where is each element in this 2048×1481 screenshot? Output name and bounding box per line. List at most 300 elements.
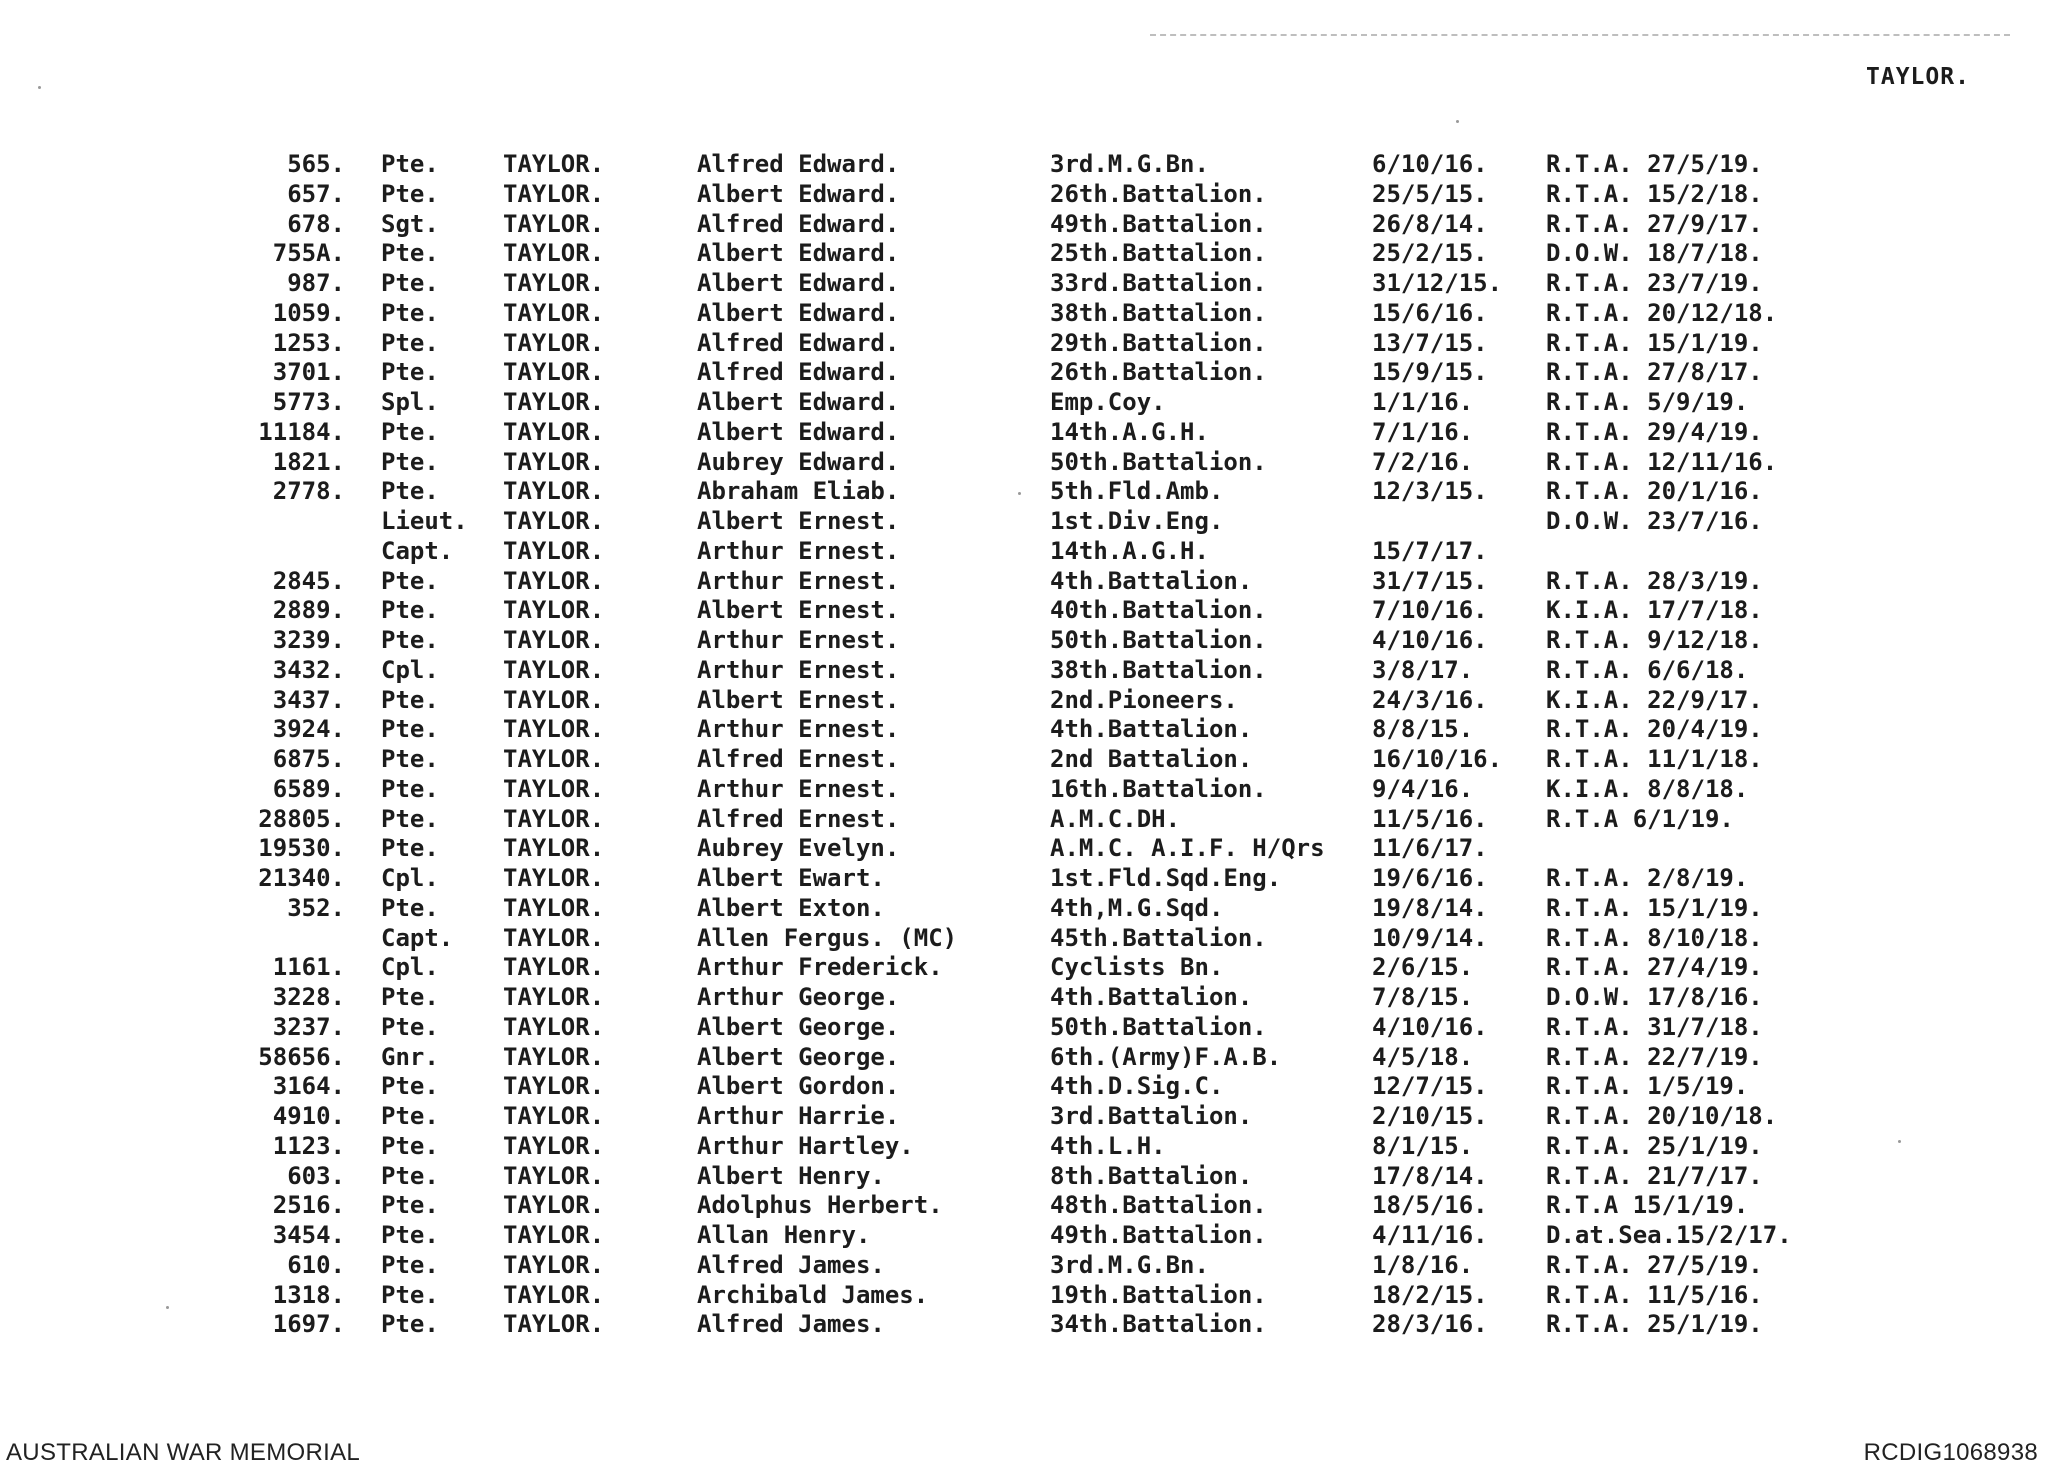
given-names: Alfred Edward. (697, 209, 900, 238)
fate: R.T.A. 15/1/19. (1546, 328, 1763, 357)
given-names: Adolphus Herbert. (697, 1191, 943, 1220)
enlistment-date: 28/3/16. (1372, 1310, 1488, 1339)
roll-entry (0, 1162, 2048, 1192)
rank: Pte. (381, 715, 439, 744)
service-number: 11184. (258, 417, 345, 446)
surname: TAYLOR. (503, 417, 605, 446)
service-number: 3454. (272, 1221, 345, 1249)
given-names: Archibald James. (697, 1280, 929, 1309)
unit: 49th.Battalion. (1050, 209, 1267, 238)
enlistment-date: 17/8/14. (1372, 1161, 1488, 1190)
rank: Pte. (381, 269, 439, 297)
roll-entry (0, 299, 2048, 329)
fate: R.T.A. 12/11/16. (1546, 447, 1778, 476)
enlistment-date: 15/7/17. (1372, 536, 1488, 565)
surname: TAYLOR. (503, 358, 605, 387)
unit: 48th.Battalion. (1050, 1191, 1267, 1220)
fate: R.T.A. 27/5/19. (1546, 1250, 1763, 1279)
enlistment-date: 18/5/16. (1372, 1191, 1488, 1220)
given-names: Alfred Ernest. (697, 804, 900, 833)
service-number: 3701. (272, 358, 345, 387)
rank: Cpl. (381, 864, 439, 892)
fate: R.T.A 6/1/19. (1546, 804, 1734, 833)
fate: R.T.A. 1/5/19. (1546, 1072, 1749, 1101)
paper-speck (1456, 120, 1459, 123)
fate: R.T.A. 22/7/19. (1546, 1042, 1763, 1071)
unit: 4th,M.G.Sqd. (1050, 893, 1224, 922)
paper-speck (38, 86, 41, 89)
roll-entry (0, 1013, 2048, 1043)
enlistment-date: 7/2/16. (1372, 447, 1474, 476)
enlistment-date: 1/8/16. (1372, 1250, 1474, 1279)
roll-entry (0, 567, 2048, 597)
fate: R.T.A 15/1/19. (1546, 1191, 1749, 1220)
fate: R.T.A. 20/12/18. (1546, 298, 1778, 327)
enlistment-date: 11/5/16. (1372, 804, 1488, 833)
enlistment-date: 1/1/16. (1372, 388, 1474, 416)
enlistment-date: 6/10/16. (1372, 150, 1488, 178)
enlistment-date: 4/11/16. (1372, 1221, 1488, 1249)
enlistment-date: 4/10/16. (1372, 626, 1488, 654)
unit: Cyclists Bn. (1050, 953, 1224, 982)
unit: 38th.Battalion. (1050, 655, 1267, 684)
roll-entry (0, 715, 2048, 745)
fate: R.T.A. 23/7/19. (1546, 269, 1763, 297)
rank: Pte. (381, 1250, 439, 1279)
service-number: 1059. (272, 298, 345, 327)
fate: R.T.A. 9/12/18. (1546, 626, 1763, 654)
roll-entry (0, 210, 2048, 240)
roll-entry (0, 596, 2048, 626)
unit: 38th.Battalion. (1050, 298, 1267, 327)
enlistment-date: 25/2/15. (1372, 239, 1488, 268)
unit: A.M.C.DH. (1050, 804, 1181, 833)
rank: Pte. (381, 1310, 439, 1339)
archive-credit: AUSTRALIAN WAR MEMORIAL (6, 1439, 361, 1466)
unit: 33rd.Battalion. (1050, 269, 1267, 297)
service-number: 603. (287, 1161, 345, 1190)
enlistment-date: 3/8/17. (1372, 655, 1474, 684)
fate: R.T.A. 20/1/16. (1546, 477, 1763, 506)
given-names: Albert Exton. (697, 893, 885, 922)
given-names: Alfred Ernest. (697, 745, 900, 773)
service-number: 19530. (258, 834, 345, 863)
enlistment-date: 16/10/16. (1372, 745, 1503, 773)
enlistment-date: 15/6/16. (1372, 298, 1488, 327)
fate: K.I.A. 22/9/17. (1546, 685, 1763, 714)
enlistment-date: 26/8/14. (1372, 209, 1488, 238)
enlistment-date: 31/12/15. (1372, 269, 1503, 297)
service-number: 5773. (272, 388, 345, 416)
roll-entry (0, 834, 2048, 864)
given-names: Albert Ernest. (697, 507, 900, 535)
roll-entry (0, 626, 2048, 656)
surname: TAYLOR. (503, 1072, 605, 1101)
enlistment-date: 24/3/16. (1372, 685, 1488, 714)
service-number: 1318. (272, 1280, 345, 1309)
rank: Pte. (381, 150, 439, 178)
rank: Pte. (381, 477, 439, 506)
given-names: Allen Fergus. (MC) (697, 923, 958, 952)
roll-entry (0, 1102, 2048, 1132)
fate: R.T.A. 25/1/19. (1546, 1310, 1763, 1339)
rank: Pte. (381, 1221, 439, 1249)
enlistment-date: 10/9/14. (1372, 923, 1488, 952)
fate: R.T.A. 8/10/18. (1546, 923, 1763, 952)
rank: Spl. (381, 388, 439, 416)
unit: 1st.Div.Eng. (1050, 507, 1224, 535)
service-number: 6875. (272, 745, 345, 773)
service-number: 3164. (272, 1072, 345, 1101)
surname: TAYLOR. (503, 536, 605, 565)
rank: Pte. (381, 834, 439, 863)
given-names: Albert Edward. (697, 179, 900, 208)
fate: R.T.A. 27/5/19. (1546, 150, 1763, 178)
fate: R.T.A. 5/9/19. (1546, 388, 1749, 416)
rank: Pte. (381, 566, 439, 595)
given-names: Abraham Eliab. (697, 477, 900, 506)
unit: 14th.A.G.H. (1050, 536, 1209, 565)
unit: 40th.Battalion. (1050, 596, 1267, 625)
given-names: Aubrey Evelyn. (697, 834, 900, 863)
unit: 19th.Battalion. (1050, 1280, 1267, 1309)
surname: TAYLOR. (503, 298, 605, 327)
roll-entry (0, 239, 2048, 269)
given-names: Albert Edward. (697, 388, 900, 416)
unit: 50th.Battalion. (1050, 626, 1267, 654)
rank: Pte. (381, 358, 439, 387)
surname: TAYLOR. (503, 715, 605, 744)
service-number: 2778. (272, 477, 345, 506)
roll-entry (0, 1281, 2048, 1311)
unit: 45th.Battalion. (1050, 923, 1267, 952)
roll-entry (0, 418, 2048, 448)
unit: 4th.D.Sig.C. (1050, 1072, 1224, 1101)
given-names: Alfred James. (697, 1310, 885, 1339)
given-names: Alfred Edward. (697, 150, 900, 178)
enlistment-date: 11/6/17. (1372, 834, 1488, 863)
service-number: 2516. (272, 1191, 345, 1220)
roll-entry (0, 983, 2048, 1013)
unit: 4th.Battalion. (1050, 983, 1253, 1011)
rank: Capt. (381, 923, 454, 952)
rank: Lieut. (381, 507, 468, 535)
service-number: 657. (287, 179, 345, 208)
roll-entry (0, 924, 2048, 954)
surname: TAYLOR. (503, 566, 605, 595)
service-number: 678. (287, 209, 345, 238)
service-number: 3239. (272, 626, 345, 654)
unit: 3rd.M.G.Bn. (1050, 1250, 1209, 1279)
surname: TAYLOR. (503, 477, 605, 506)
service-number: 1821. (272, 447, 345, 476)
unit: 2nd.Pioneers. (1050, 685, 1238, 714)
service-number: 565. (287, 150, 345, 178)
given-names: Albert George. (697, 1012, 900, 1041)
service-number: 755A. (272, 239, 345, 268)
unit: 34th.Battalion. (1050, 1310, 1267, 1339)
surname-header: TAYLOR. (1866, 64, 1970, 90)
roll-entry (0, 775, 2048, 805)
surname: TAYLOR. (503, 239, 605, 268)
fate: R.T.A. 11/1/18. (1546, 745, 1763, 773)
unit: 50th.Battalion. (1050, 447, 1267, 476)
unit: 29th.Battalion. (1050, 328, 1267, 357)
fate: D.O.W. 18/7/18. (1546, 239, 1763, 268)
rank: Cpl. (381, 953, 439, 982)
given-names: Albert Ernest. (697, 596, 900, 625)
unit: A.M.C. A.I.F. H/Qrs (1050, 834, 1325, 863)
rank: Pte. (381, 596, 439, 625)
surname: TAYLOR. (503, 1161, 605, 1190)
given-names: Arthur Ernest. (697, 774, 900, 803)
enlistment-date: 25/5/15. (1372, 179, 1488, 208)
roll-entry (0, 537, 2048, 567)
given-names: Albert Edward. (697, 239, 900, 268)
service-number: 3237. (272, 1012, 345, 1041)
fate: R.T.A. 6/6/18. (1546, 655, 1749, 684)
enlistment-date: 19/8/14. (1372, 893, 1488, 922)
rank: Sgt. (381, 209, 439, 238)
roll-entry (0, 1221, 2048, 1251)
given-names: Arthur George. (697, 983, 900, 1011)
service-number: 3228. (272, 983, 345, 1011)
unit: 5th.Fld.Amb. (1050, 477, 1224, 506)
roll-entry (0, 1251, 2048, 1281)
fate: D.at.Sea.15/2/17. (1546, 1221, 1792, 1249)
rank: Pte. (381, 685, 439, 714)
given-names: Albert George. (697, 1042, 900, 1071)
rank: Pte. (381, 774, 439, 803)
surname: TAYLOR. (503, 1102, 605, 1130)
given-names: Arthur Frederick. (697, 953, 943, 982)
surname: TAYLOR. (503, 1310, 605, 1339)
service-number: 3432. (272, 655, 345, 684)
service-number: 4910. (272, 1102, 345, 1130)
given-names: Albert Gordon. (697, 1072, 900, 1101)
rank: Pte. (381, 239, 439, 268)
service-number: 1253. (272, 328, 345, 357)
roll-entry (0, 448, 2048, 478)
roll-entry (0, 269, 2048, 299)
surname: TAYLOR. (503, 1250, 605, 1279)
fate: R.T.A. 21/7/17. (1546, 1161, 1763, 1190)
rank: Pte. (381, 417, 439, 446)
rank: Pte. (381, 1191, 439, 1220)
roll-entry (0, 477, 2048, 507)
unit: 3rd.M.G.Bn. (1050, 150, 1209, 178)
surname: TAYLOR. (503, 685, 605, 714)
service-number: 6589. (272, 774, 345, 803)
enlistment-date: 12/3/15. (1372, 477, 1488, 506)
surname: TAYLOR. (503, 923, 605, 952)
surname: TAYLOR. (503, 745, 605, 773)
enlistment-date: 2/10/15. (1372, 1102, 1488, 1130)
roll-entry (0, 864, 2048, 894)
rank: Pte. (381, 1012, 439, 1041)
surname: TAYLOR. (503, 388, 605, 416)
given-names: Allan Henry. (697, 1221, 871, 1249)
service-number: 3924. (272, 715, 345, 744)
rank: Pte. (381, 1280, 439, 1309)
digitisation-id: RCDIG1068938 (1863, 1439, 2038, 1466)
fate: K.I.A. 17/7/18. (1546, 596, 1763, 625)
given-names: Alfred James. (697, 1250, 885, 1279)
fate: R.T.A. 27/9/17. (1546, 209, 1763, 238)
enlistment-date: 4/10/16. (1372, 1012, 1488, 1041)
given-names: Arthur Ernest. (697, 626, 900, 654)
service-number: 21340. (258, 864, 345, 892)
enlistment-date: 18/2/15. (1372, 1280, 1488, 1309)
given-names: Albert Edward. (697, 269, 900, 297)
service-number: 58656. (258, 1042, 345, 1071)
rank: Pte. (381, 328, 439, 357)
given-names: Alfred Edward. (697, 358, 900, 387)
service-number: 1123. (272, 1131, 345, 1160)
unit: 1st.Fld.Sqd.Eng. (1050, 864, 1282, 892)
surname: TAYLOR. (503, 507, 605, 535)
surname: TAYLOR. (503, 804, 605, 833)
rank: Pte. (381, 804, 439, 833)
surname: TAYLOR. (503, 774, 605, 803)
service-number: 1161. (272, 953, 345, 982)
fate: R.T.A. 11/5/16. (1546, 1280, 1763, 1309)
surname: TAYLOR. (503, 179, 605, 208)
nominal-roll-list (0, 150, 2048, 1340)
surname: TAYLOR. (503, 626, 605, 654)
enlistment-date: 8/1/15. (1372, 1131, 1474, 1160)
fate: R.T.A. 29/4/19. (1546, 417, 1763, 446)
surname: TAYLOR. (503, 893, 605, 922)
surname: TAYLOR. (503, 328, 605, 357)
unit: 49th.Battalion. (1050, 1221, 1267, 1249)
roll-entry (0, 388, 2048, 418)
surname: TAYLOR. (503, 953, 605, 982)
roll-entry (0, 1072, 2048, 1102)
enlistment-date: 2/6/15. (1372, 953, 1474, 982)
fate: R.T.A. 15/1/19. (1546, 893, 1763, 922)
surname: TAYLOR. (503, 209, 605, 238)
unit: 6th.(Army)F.A.B. (1050, 1042, 1282, 1071)
rank: Pte. (381, 1072, 439, 1101)
unit: 26th.Battalion. (1050, 358, 1267, 387)
given-names: Alfred Edward. (697, 328, 900, 357)
surname: TAYLOR. (503, 655, 605, 684)
unit: 14th.A.G.H. (1050, 417, 1209, 446)
surname: TAYLOR. (503, 1221, 605, 1249)
rank: Pte. (381, 893, 439, 922)
roll-entry (0, 745, 2048, 775)
roll-entry (0, 686, 2048, 716)
surname: TAYLOR. (503, 1131, 605, 1160)
rank: Gnr. (381, 1042, 439, 1071)
roll-entry (0, 180, 2048, 210)
rank: Cpl. (381, 655, 439, 684)
rank: Pte. (381, 298, 439, 327)
enlistment-date: 15/9/15. (1372, 358, 1488, 387)
roll-entry (0, 329, 2048, 359)
unit: Emp.Coy. (1050, 388, 1166, 416)
roll-entry (0, 1310, 2048, 1340)
unit: 50th.Battalion. (1050, 1012, 1267, 1041)
surname: TAYLOR. (503, 1191, 605, 1220)
enlistment-date: 19/6/16. (1372, 864, 1488, 892)
given-names: Arthur Ernest. (697, 655, 900, 684)
service-number: 3437. (272, 685, 345, 714)
enlistment-date: 13/7/15. (1372, 328, 1488, 357)
given-names: Arthur Ernest. (697, 715, 900, 744)
rank: Pte. (381, 1161, 439, 1190)
given-names: Arthur Hartley. (697, 1131, 914, 1160)
given-names: Arthur Harrie. (697, 1102, 900, 1130)
service-number: 610. (287, 1250, 345, 1279)
rank: Capt. (381, 536, 454, 565)
enlistment-date: 9/4/16. (1372, 774, 1474, 803)
surname: TAYLOR. (503, 864, 605, 892)
surname: TAYLOR. (503, 1280, 605, 1309)
unit: 3rd.Battalion. (1050, 1102, 1253, 1130)
fate: R.T.A. 27/8/17. (1546, 358, 1763, 387)
fate: R.T.A. 20/10/18. (1546, 1102, 1778, 1130)
roll-entry (0, 150, 2048, 180)
rank: Pte. (381, 626, 439, 654)
service-number: 2889. (272, 596, 345, 625)
given-names: Albert Ewart. (697, 864, 885, 892)
surname: TAYLOR. (503, 269, 605, 297)
surname: TAYLOR. (503, 983, 605, 1011)
unit: 26th.Battalion. (1050, 179, 1267, 208)
fate: R.T.A. 2/8/19. (1546, 864, 1749, 892)
given-names: Albert Edward. (697, 417, 900, 446)
unit: 2nd Battalion. (1050, 745, 1253, 773)
rank: Pte. (381, 1102, 439, 1130)
enlistment-date: 8/8/15. (1372, 715, 1474, 744)
roll-entry (0, 805, 2048, 835)
unit: 4th.Battalion. (1050, 566, 1253, 595)
given-names: Albert Ernest. (697, 685, 900, 714)
fate: R.T.A. 25/1/19. (1546, 1131, 1763, 1160)
rank: Pte. (381, 745, 439, 773)
given-names: Albert Edward. (697, 298, 900, 327)
rank: Pte. (381, 983, 439, 1011)
rank: Pte. (381, 1131, 439, 1160)
roll-entry (0, 358, 2048, 388)
unit: 16th.Battalion. (1050, 774, 1267, 803)
unit: 4th.L.H. (1050, 1131, 1166, 1160)
service-number: 987. (287, 269, 345, 297)
roll-entry (0, 1132, 2048, 1162)
roll-entry (0, 1191, 2048, 1221)
surname: TAYLOR. (503, 1042, 605, 1071)
roll-entry (0, 953, 2048, 983)
surname: TAYLOR. (503, 834, 605, 863)
fate: R.T.A. 15/2/18. (1546, 179, 1763, 208)
surname: TAYLOR. (503, 596, 605, 625)
fate: D.O.W. 23/7/16. (1546, 507, 1763, 535)
fate: R.T.A. 31/7/18. (1546, 1012, 1763, 1041)
surname: TAYLOR. (503, 1012, 605, 1041)
fate: D.O.W. 17/8/16. (1546, 983, 1763, 1011)
service-number: 28805. (258, 804, 345, 833)
roll-entry (0, 507, 2048, 537)
service-number: 352. (287, 893, 345, 922)
service-number: 1697. (272, 1310, 345, 1339)
fate: R.T.A. 20/4/19. (1546, 715, 1763, 744)
unit: 8th.Battalion. (1050, 1161, 1253, 1190)
surname: TAYLOR. (503, 150, 605, 178)
fate: R.T.A. 28/3/19. (1546, 566, 1763, 595)
unit: 4th.Battalion. (1050, 715, 1253, 744)
